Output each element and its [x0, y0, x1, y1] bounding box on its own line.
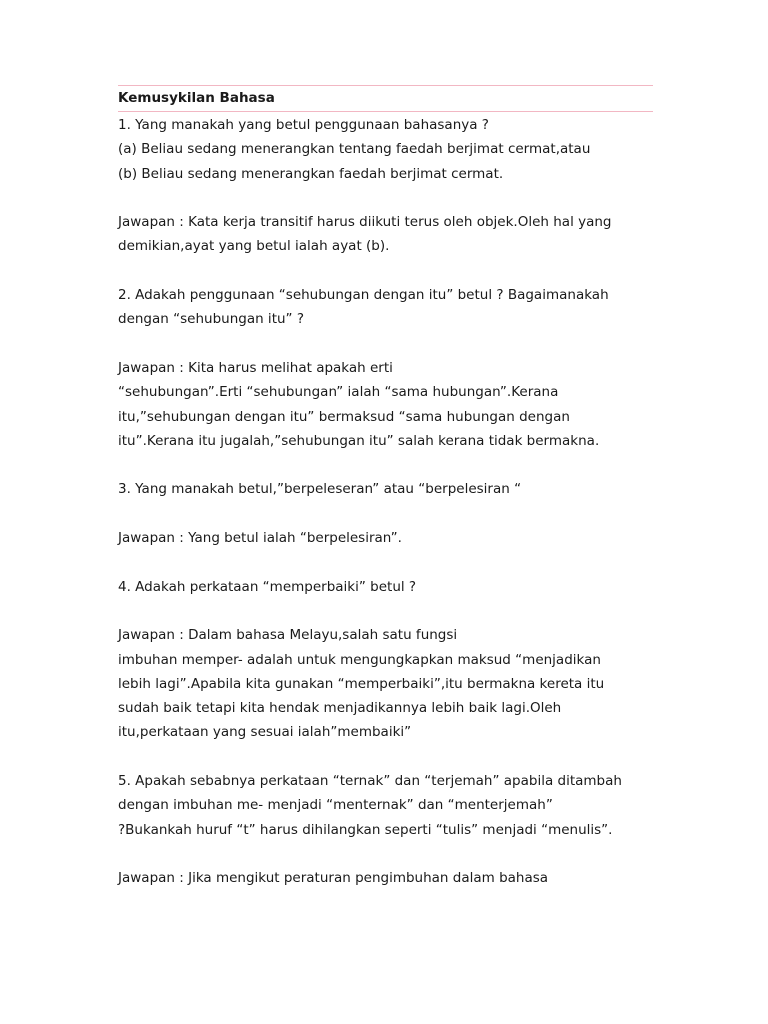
text-line: imbuhan memper- adalah untuk mengungkapkan maksud “menjadikan	[118, 651, 601, 668]
blank-line	[118, 502, 653, 526]
text-line: dengan imbuhan me- menjadi “menternak” dan “menterjemah”	[118, 797, 553, 814]
text-line: Jawapan : Kata kerja transitif harus diikuti terus oleh objek.Oleh hal yang	[118, 214, 612, 231]
text-line: itu,”sehubungan dengan itu” bermaksud “sama hubungan dengan	[118, 408, 570, 425]
blank-line	[118, 745, 653, 769]
text-line: (b) Beliau sedang menerangkan faedah berjimat cermat.	[118, 165, 504, 182]
blank-line	[118, 259, 653, 283]
title-bottom-rule	[118, 111, 653, 112]
text-line: 5. Apakah sebabnya perkataan “ternak” dan “terjemah” apabila ditambah	[118, 773, 622, 790]
text-line: 3. Yang manakah betul,”berpeleseran” atau “berpelesiran “	[118, 481, 522, 498]
text-line: “sehubungan”.Erti “sehubungan” ialah “sama hubungan”.Kerana	[118, 384, 559, 401]
blank-line	[118, 453, 653, 477]
document-body	[118, 113, 653, 891]
text-line: 2. Adakah penggunaan “sehubungan dengan itu” betul ? Bagaimanakah	[118, 287, 609, 304]
text-line: demikian,ayat yang betul ialah ayat (b).	[118, 238, 390, 255]
blank-line	[118, 332, 653, 356]
document-title: Kemusykilan Bahasa	[118, 90, 275, 106]
text-line: itu,perkataan yang sesuai ialah”membaiki”	[118, 724, 412, 741]
text-line: Jawapan : Dalam bahasa Melayu,salah satu fungsi	[118, 627, 458, 644]
text-line: (a) Beliau sedang menerangkan tentang faedah berjimat cermat,atau	[118, 141, 591, 158]
text-line: itu”.Kerana itu jugalah,”sehubungan itu” salah kerana tidak bermakna.	[118, 432, 600, 449]
blank-line	[118, 186, 653, 210]
text-line: 1. Yang manakah yang betul penggunaan bahasanya ?	[118, 117, 489, 133]
text-line: lebih lagi”.Apabila kita gunakan “memperbaiki”,itu bermakna kereta itu	[118, 675, 605, 692]
text-line: 4. Adakah perkataan “memperbaiki” betul ?	[118, 578, 417, 595]
blank-line	[118, 842, 653, 866]
blank-line	[118, 599, 653, 623]
text-line: sudah baik tetapi kita hendak menjadikannya lebih baik lagi.Oleh	[118, 700, 562, 717]
text-line: Jawapan : Yang betul ialah “berpelesiran”.	[118, 530, 402, 547]
text-line: Jawapan : Kita harus melihat apakah erti	[118, 359, 393, 376]
text-line: ?Bukankah huruf “t” harus dihilangkan seperti “tulis” menjadi “menulis”.	[118, 821, 613, 838]
text-line: Jawapan : Jika mengikut peraturan pengimbuhan dalam bahasa	[118, 870, 549, 887]
document-page	[118, 85, 653, 891]
blank-line	[118, 550, 653, 574]
text-line: dengan “sehubungan itu” ?	[118, 311, 304, 328]
